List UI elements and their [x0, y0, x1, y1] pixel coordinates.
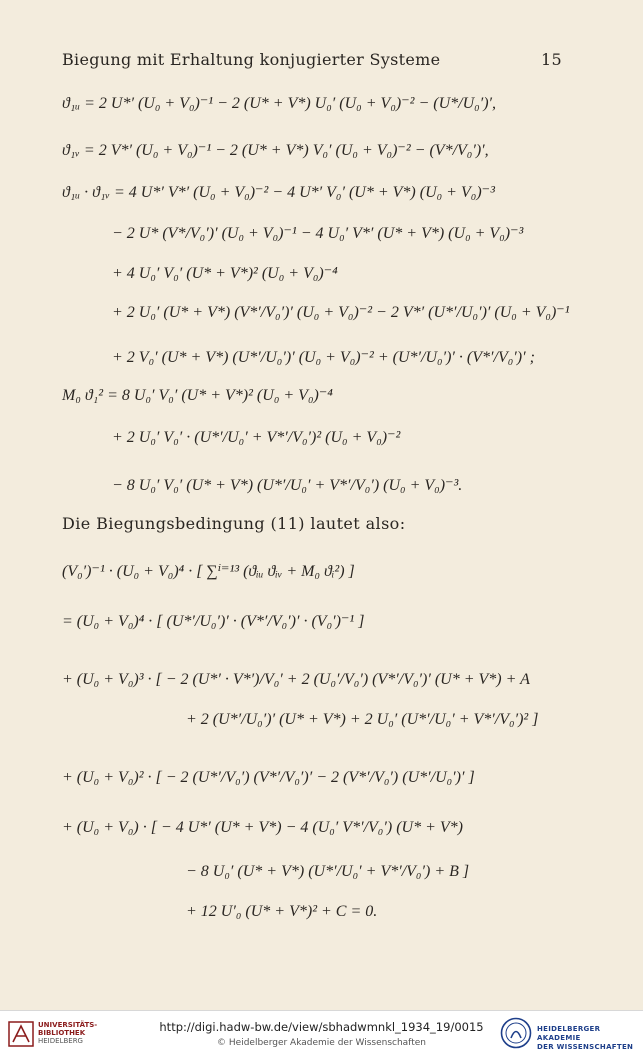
equation-m0-line1: M₀ ϑ₁² = 8 U₀′ V₀′ (U* + V*)² (U₀ + V₀)⁻⁴ — [62, 387, 333, 404]
running-title: Biegung mit Erhaltung konjugierter Systeme — [62, 50, 441, 69]
equation-product-line3: + 4 U₀′ V₀′ (U* + V*)² (U₀ + V₀)⁻⁴ — [112, 265, 338, 282]
equation-m0-line3: − 8 U₀′ V₀′ (U* + V*) (U*′/U₀′ + V*′/V₀′) (U₀ + V₀)⁻³. — [112, 477, 463, 494]
condition-line4: + 2 (U*′/U₀′)′ (U* + V*) + 2 U₀′ (U*′/U₀′ + V*′/V₀′)² ] — [186, 711, 539, 728]
equation-theta-1v: ϑ₁ᵥ = 2 V*′ (U₀ + V₀)⁻¹ − 2 (U* + V*) V₀′ (U₀ + V₀)⁻² − (V*/V₀′)′, — [62, 142, 489, 159]
condition-line7: − 8 U₀′ (U* + V*) (U*′/U₀′ + V*′/V₀′) + B ] — [186, 863, 470, 880]
equation-theta-1u: ϑ₁ᵤ = 2 U*′ (U₀ + V₀)⁻¹ − 2 (U* + V*) U₀′ (U₀ + V₀)⁻² − (U*/U₀′)′, — [62, 95, 497, 112]
prose-sentence: Die Biegungsbedingung (11) lautet also: — [62, 514, 406, 533]
equation-m0-line2: + 2 U₀′ V₀′ · (U*′/U₀′ + V*′/V₀′)² (U₀ + V₀)⁻² — [112, 429, 401, 446]
academy-seal-icon — [500, 1017, 532, 1049]
equation-product-line5: + 2 V₀′ (U* + V*) (U*′/U₀′)′ (U₀ + V₀)⁻² + (U*′/U₀′)′ · (V*′/V₀′)′ ; — [112, 349, 535, 366]
digitization-footer — [0, 1010, 643, 1057]
page-number: 15 — [541, 50, 562, 69]
condition-line6: + (U₀ + V₀) · [ − 4 U*′ (U* + V*) − 4 (U₀′ V*′/V₀′) (U* + V*) — [62, 819, 463, 836]
copyright-notice: © Heidelberger Akademie der Wissenschaften — [217, 1038, 426, 1048]
equation-product-line1: ϑ₁ᵤ · ϑ₁ᵥ = 4 U*′ V*′ (U₀ + V₀)⁻² − 4 U*′ V₀′ (U* + V*) (U₀ + V₀)⁻³ — [62, 184, 495, 201]
condition-line8: + 12 U′₀ (U* + V*)² + C = 0. — [186, 903, 378, 920]
condition-line1: (V₀′)⁻¹ · (U₀ + V₀)⁴ · [ ∑ⁱ⁼¹³ (ϑᵢᵤ ϑᵢᵥ + M₀ ϑᵢ²) ] — [62, 563, 355, 580]
condition-line5: + (U₀ + V₀)² · [ − 2 (U*′/V₀′) (V*′/V₀′)′ − 2 (V*′/V₀′) (U*′/U₀′)′ ] — [62, 769, 475, 786]
condition-line3: + (U₀ + V₀)³ · [ − 2 (U*′ · V*′)/V₀′ + 2 (U₀′/V₀′) (V*′/V₀′)′ (U* + V*) + A — [62, 671, 530, 688]
condition-line2: = (U₀ + V₀)⁴ · [ (U*′/U₀′)′ · (V*′/V₀′)′ · (V₀′)⁻¹ ] — [62, 613, 365, 630]
permalink-url[interactable]: http://digi.hadw-bw.de/view/sbhadwmnkl_1934_19/0015 — [159, 1020, 484, 1034]
equation-product-line4: + 2 U₀′ (U* + V*) (V*′/V₀′)′ (U₀ + V₀)⁻² − 2 V*′ (U*′/U₀′)′ (U₀ + V₀)⁻¹ — [112, 304, 570, 321]
academy-name: HEIDELBERGER AKADEMIE DER WISSENSCHAFTEN — [537, 1025, 634, 1051]
equation-product-line2: − 2 U* (V*/V₀′)′ (U₀ + V₀)⁻¹ − 4 U₀′ V*′ (U* + V*) (U₀ + V₀)⁻³ — [112, 225, 524, 242]
library-name: UNIVERSITÄTS- BIBLIOTHEK HEIDELBERG — [38, 1021, 98, 1045]
